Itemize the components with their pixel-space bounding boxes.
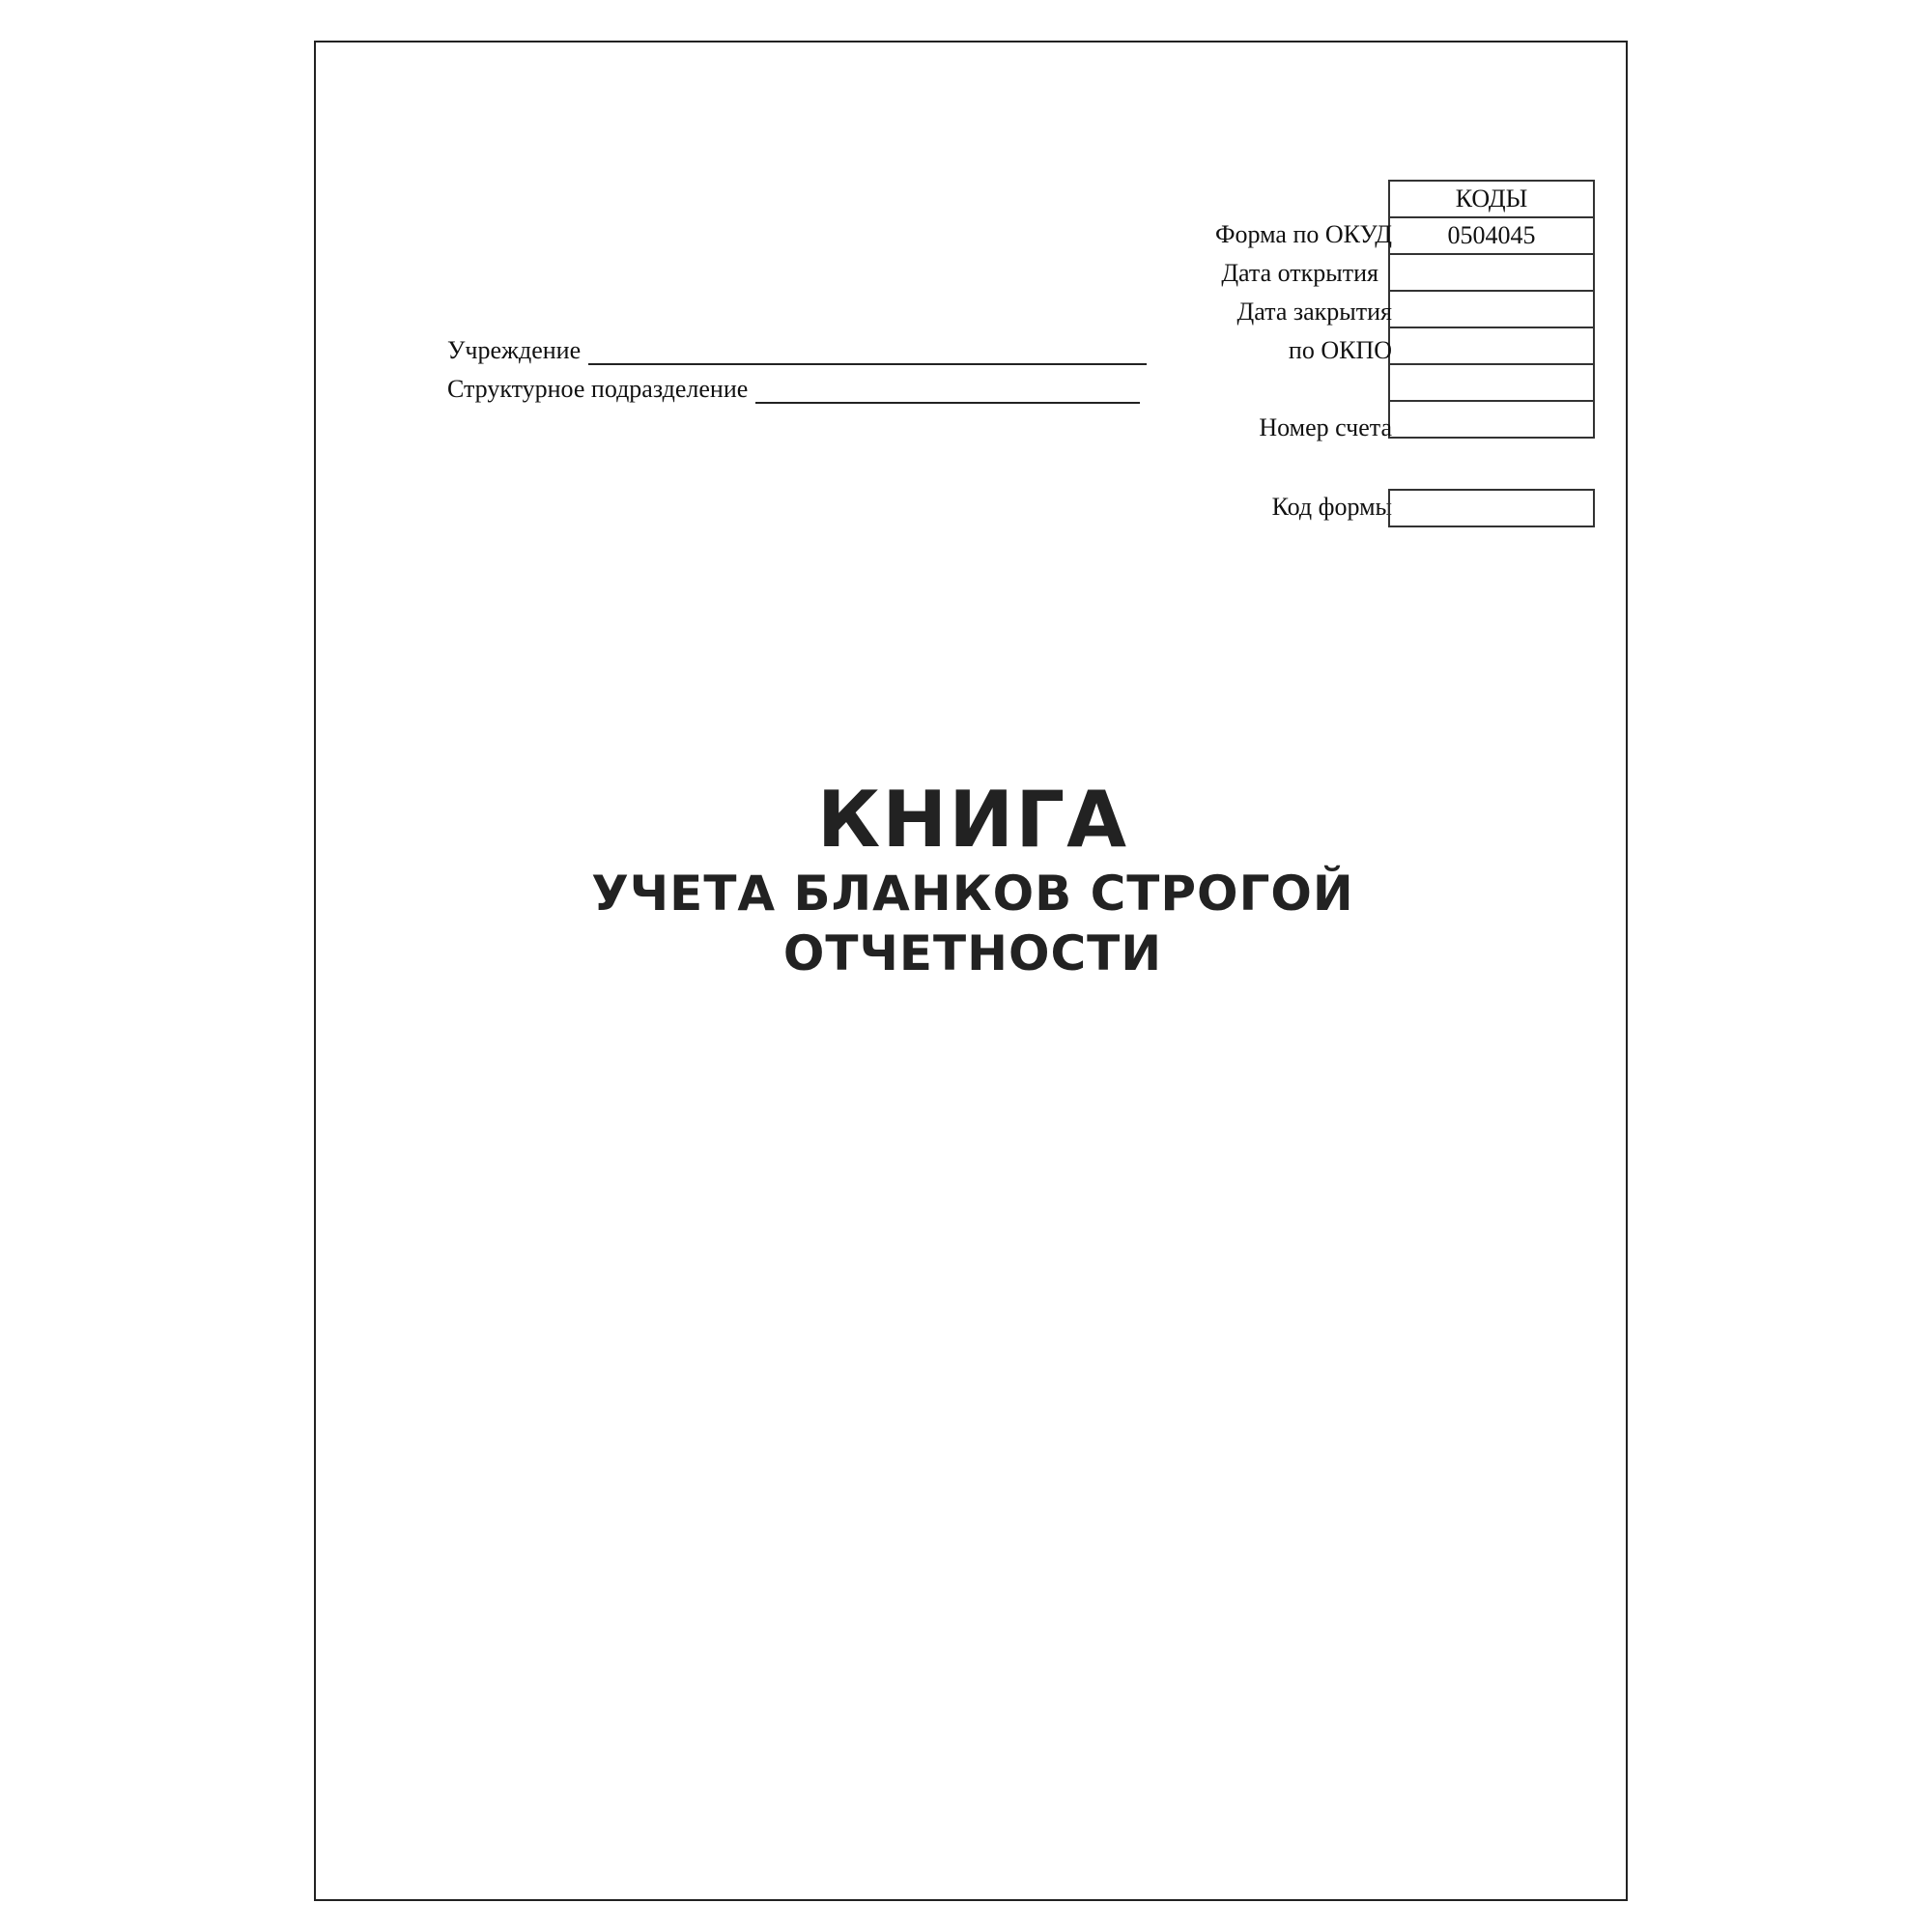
subdivision-field bbox=[447, 375, 1140, 404]
document-page bbox=[314, 41, 1628, 1901]
codes-table bbox=[1388, 180, 1595, 439]
account-number-label: Номер счета bbox=[1259, 413, 1392, 441]
open-date-label: Дата открытия bbox=[1221, 259, 1378, 287]
okpo-label: по ОКПО bbox=[1288, 336, 1392, 364]
close-date-label: Дата закрытия bbox=[1236, 298, 1392, 326]
okpo-extra-cell[interactable] bbox=[1389, 364, 1594, 401]
subdivision-input-line[interactable] bbox=[755, 379, 1140, 404]
institution-field bbox=[447, 336, 1147, 365]
form-code-box[interactable] bbox=[1388, 489, 1595, 527]
title-main: КНИГА bbox=[816, 775, 1129, 865]
codes-header: КОДЫ bbox=[1389, 181, 1594, 217]
document-title bbox=[316, 777, 1630, 983]
close-date-cell[interactable] bbox=[1389, 291, 1594, 327]
account-number-cell[interactable] bbox=[1389, 401, 1594, 438]
title-line-2: ОТЧЕТНОСТИ bbox=[782, 925, 1163, 981]
okud-value-cell[interactable]: 0504045 bbox=[1389, 217, 1594, 254]
title-line-1: УЧЕТА БЛАНКОВ СТРОГОЙ bbox=[591, 866, 1354, 922]
okpo-cell[interactable] bbox=[1389, 327, 1594, 364]
subdivision-label: Структурное подразделение bbox=[447, 375, 749, 403]
institution-label: Учреждение bbox=[447, 336, 582, 364]
okud-label: Форма по ОКУД bbox=[1215, 220, 1392, 248]
form-code-label: Код формы bbox=[1271, 493, 1392, 521]
open-date-cell[interactable] bbox=[1389, 254, 1594, 291]
institution-input-line[interactable] bbox=[588, 340, 1147, 365]
